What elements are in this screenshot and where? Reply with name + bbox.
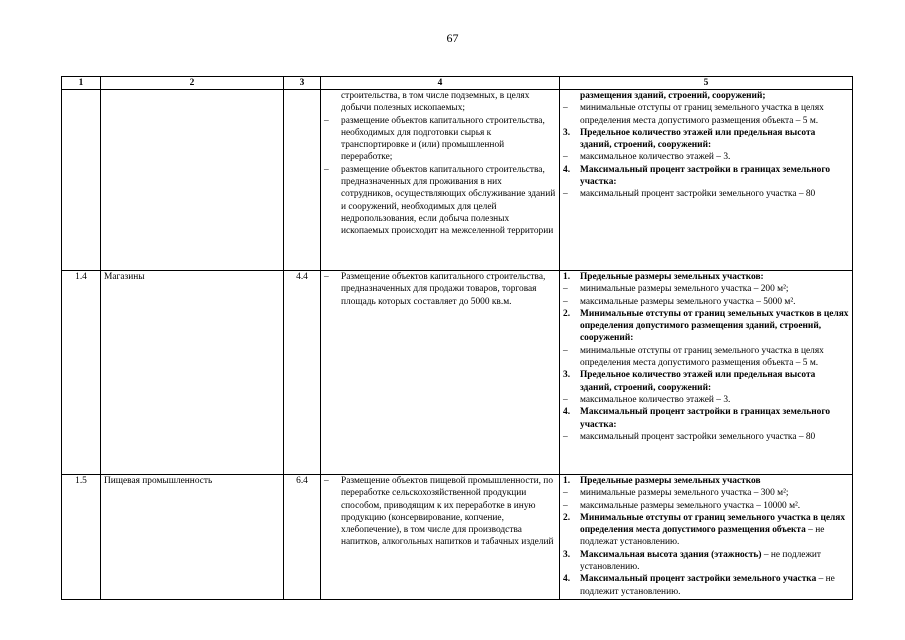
permitted-use-name: [101, 90, 284, 271]
header-col-1: 1: [62, 77, 101, 90]
bullet-marker: –: [324, 476, 329, 486]
table-row: [62, 271, 853, 475]
parameter-value: [563, 394, 849, 406]
parameters-cell: [560, 271, 853, 475]
regulations-table: [61, 76, 853, 600]
item-marker: 4.: [563, 164, 571, 175]
parameters-cell: [560, 90, 853, 271]
parameter-heading: [563, 271, 849, 283]
item-marker: –: [563, 488, 568, 499]
row-number: [62, 90, 101, 271]
item-marker: –: [563, 431, 568, 442]
item-marker: –: [563, 394, 568, 405]
item-marker: –: [563, 296, 568, 307]
item-marker: 1.: [563, 272, 571, 282]
description-item: [324, 164, 556, 238]
parameter-value: [563, 296, 849, 308]
description-text: Размещение объектов пищевой промышленности, по переработке сельскохозяйственной продукции способом, приводящим к их переработке в иную продукцию (консервирование, копчение, хлебопечение), в том числе для производства напитков, алкогольных напитков и табачных изделий: [341, 476, 554, 548]
parameter-value: [563, 487, 849, 499]
use-description: [321, 271, 560, 475]
item-marker: –: [563, 500, 568, 511]
use-code: [284, 90, 321, 271]
use-description: [321, 90, 560, 271]
parameter-text: максимальный процент застройки земельного участка – 80: [580, 431, 816, 442]
parameter-value: [563, 345, 849, 370]
row-number: 1.4: [62, 271, 101, 475]
item-marker: 3.: [563, 370, 571, 381]
item-marker: 2.: [563, 512, 571, 523]
item-marker: –: [563, 152, 568, 163]
permitted-use-name: Магазины: [101, 271, 284, 475]
parameter-value: [563, 188, 849, 200]
description-item: [324, 90, 556, 115]
parameter-text: Предельное количество этажей или предельная высота зданий, строений, сооружений:: [580, 370, 816, 393]
header-col-3: 3: [284, 77, 321, 90]
parameter-note: – не подлежат установлению.: [580, 525, 825, 548]
parameter-text: максимальные размеры земельного участка – 10000 м².: [580, 500, 801, 511]
item-marker: –: [563, 103, 568, 114]
item-marker: 3.: [563, 549, 571, 560]
use-description: [321, 475, 560, 600]
bullet-marker: –: [324, 115, 329, 126]
item-marker: 4.: [563, 574, 571, 585]
description-text: Размещение объектов капитального строительства, предназначенных для продажи товаров, торговая площадь которых составляет до 5000 кв.м.: [341, 272, 546, 307]
parameter-note: – не подлежит установлению.: [580, 574, 835, 597]
parameters-cell: [560, 475, 853, 600]
item-marker: 4.: [563, 407, 571, 418]
parameter-note: – не подлежит установлению.: [580, 549, 822, 573]
parameter-heading: [563, 573, 849, 598]
description-text: размещение объектов капитального строительства, необходимых для подготовки сырья к транспортировке и (или) промышленной переработке;: [341, 115, 545, 163]
parameter-text: Максимальный процент застройки в границах земельного участка:: [580, 164, 831, 188]
header-col-4: 4: [321, 77, 560, 90]
parameter-heading: [563, 127, 849, 152]
parameter-text: размещения зданий, строений, сооружений;: [580, 91, 766, 101]
parameter-heading: [563, 164, 849, 189]
page-number: 67: [446, 31, 459, 45]
parameter-text: максимальное количество этажей – 3.: [580, 394, 731, 405]
header-col-2: 2: [101, 77, 284, 90]
parameter-text: Предельное количество этажей или предельная высота зданий, строений, сооружений:: [580, 127, 816, 151]
parameter-text: максимальный процент застройки земельного участка – 80: [580, 189, 816, 200]
item-marker: –: [563, 345, 568, 356]
parameter-text: Минимальные отступы от границ земельных участков в целях определения допустимого размещения зданий, строений, сооружений:: [580, 308, 849, 344]
parameter-text: Максимальный процент застройки земельного участка: [580, 574, 817, 585]
parameter-text: Предельные размеры земельных участков: [580, 476, 761, 486]
bullet-marker: –: [324, 164, 329, 175]
parameter-value: [563, 151, 849, 163]
parameter-value: [563, 431, 849, 443]
parameter-text: максимальные размеры земельного участка – 5000 м².: [580, 296, 796, 307]
use-code: 6.4: [284, 475, 321, 600]
parameter-heading: [563, 475, 849, 487]
item-marker: –: [563, 284, 568, 295]
parameter-value: [563, 102, 849, 127]
parameter-heading: [563, 549, 849, 574]
parameter-heading: [563, 512, 849, 549]
parameter-value: [563, 283, 849, 295]
parameter-text: максимальное количество этажей – 3.: [580, 152, 731, 163]
description-item: [324, 271, 556, 308]
description-text: размещение объектов капитального строительства, предназначенных для проживания в них сотрудников, осуществляющих обслуживание зданий и сооружений, необходимых для целей недропользования, если добыча полезных ископаемых происходит на межселенной территории: [341, 164, 556, 237]
row-number: 1.5: [62, 475, 101, 600]
parameter-text: Минимальные отступы от границ земельного участка в целях определения места допустимого размещения объекта: [580, 512, 846, 536]
parameter-heading: [563, 308, 849, 345]
item-marker: 2.: [563, 308, 571, 319]
item-marker: –: [563, 189, 568, 200]
parameter-text: Максимальный процент застройки в границах земельного участка:: [580, 407, 831, 430]
description-item: [324, 115, 556, 164]
header-row: [62, 77, 853, 90]
description-item: [324, 475, 556, 549]
parameter-text: минимальные отступы от границ земельного участка в целях определения места допустимого размещения объекта – 5 м.: [580, 103, 824, 126]
parameter-text: минимальные размеры земельного участка – 200 м²;: [580, 284, 789, 295]
item-marker: 1.: [563, 476, 571, 486]
use-code: 4.4: [284, 271, 321, 475]
header-col-5: 5: [560, 77, 853, 90]
bullet-marker: –: [324, 272, 329, 282]
table-row: [62, 475, 853, 600]
description-text: строительства, в том числе подземных, в целях добычи полезных ископаемых;: [341, 91, 530, 114]
parameter-heading: [563, 369, 849, 394]
permitted-use-name: Пищевая промышленность: [101, 475, 284, 600]
parameter-text: минимальные размеры земельного участка – 300 м²;: [580, 488, 789, 499]
table-row: [62, 90, 853, 271]
parameter-text: Максимальная высота здания (этажность): [580, 549, 762, 560]
parameter-text: Предельные размеры земельных участков:: [580, 272, 764, 282]
parameter-heading: [563, 90, 849, 102]
parameter-heading: [563, 406, 849, 431]
parameter-value: [563, 500, 849, 512]
item-marker: 3.: [563, 127, 571, 138]
parameter-text: минимальные отступы от границ земельного участка в целях определения места допустимого размещения объекта – 5 м.: [580, 345, 824, 369]
